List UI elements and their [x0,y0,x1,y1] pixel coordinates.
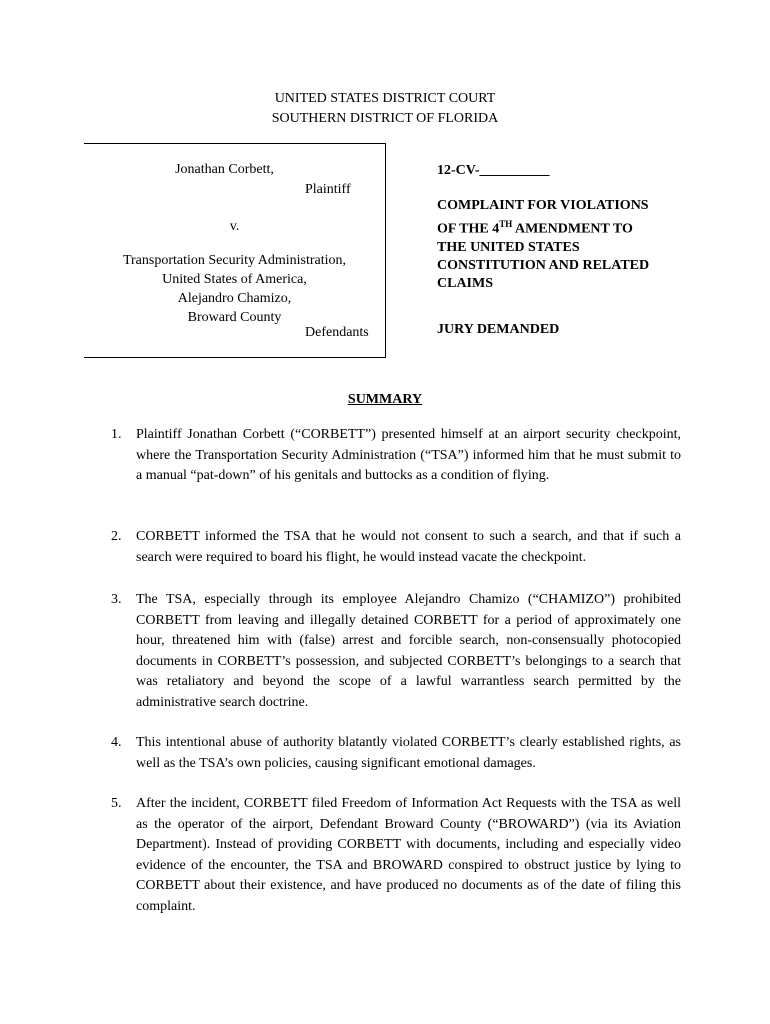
caption-parties-box [84,143,386,358]
case-info [437,162,687,293]
summary-heading: SUMMARY [347,392,423,407]
versus-label: v. [229,219,240,234]
case-number: 12-CV-__________ [437,163,550,178]
defendant-name: Alejandro Chamizo, [177,291,292,306]
defendant-name: Transportation Security Administration, [122,253,347,268]
title-line: OF THE 4TH AMENDMENT TO [437,219,633,237]
court-district: SOUTHERN DISTRICT OF FLORIDA [271,111,499,126]
jury-demand: JURY DEMANDED [437,322,560,337]
plaintiff-name: Jonathan Corbett, [175,162,274,177]
title-line: CONSTITUTION AND RELATED [437,257,650,273]
title-line: COMPLAINT FOR VIOLATIONS [437,198,649,213]
numbered-paragraph: 3. The TSA, especially through its employee Alejandro Chamizo (“CHAMIZO”) prohibited CORBETT from leaving and illegally detained CORBETT for a period of approximately one hour, threatened him with (false) arrest and forcible search, non-consensually photocopied documents in CORBETT’s possession, and subjected CORBETT’s belongings to a search that was retaliatory and beyond the scope of a lawful warrantless search permitted by the administrative search doctrine. [111,592,681,710]
court-header [0,89,770,129]
numbered-paragraph: 4. This intentional abuse of authority blatantly violated CORBETT’s clearly established rights, as well as the TSA’s own policies, causing significant emotional damages. [111,735,681,771]
numbered-paragraph: 5. After the incident, CORBETT filed Freedom of Information Act Requests with the TSA as well as the operator of the airport, Defendant Broward County (“BROWARD”) (via its Aviation Department). Instead of providing CORBETT with documents, including and especially video evidence of the encounter, the TSA and BROWARD conspired to obstruct justice by lying to CORBETT about their existence, and have produced no documents as of the date of filing this complaint. [111,796,681,914]
defendant-name: Broward County [187,310,282,325]
title-line: CLAIMS [437,275,494,291]
defendants-role: Defendants [305,325,369,340]
plaintiff-role: Plaintiff [305,182,351,197]
complaint-title [437,197,687,293]
title-line: THE UNITED STATES [437,239,580,255]
defendants-list [84,251,385,327]
numbered-paragraph: 1. Plaintiff Jonathan Corbett (“CORBETT”) presented himself at an airport security checkpoint, where the Transportation Security Administration (“TSA”) informed him that he must submit to a manual “pat-down” of his genitals and buttocks as a condition of flying. [111,427,681,483]
numbered-paragraph: 2. CORBETT informed the TSA that he would not consent to such a search, and that if such a search were required to board his flight, he would instead vacate the checkpoint. [111,529,681,565]
defendant-name: United States of America, [162,272,307,287]
court-name: UNITED STATES DISTRICT COURT [274,91,496,106]
